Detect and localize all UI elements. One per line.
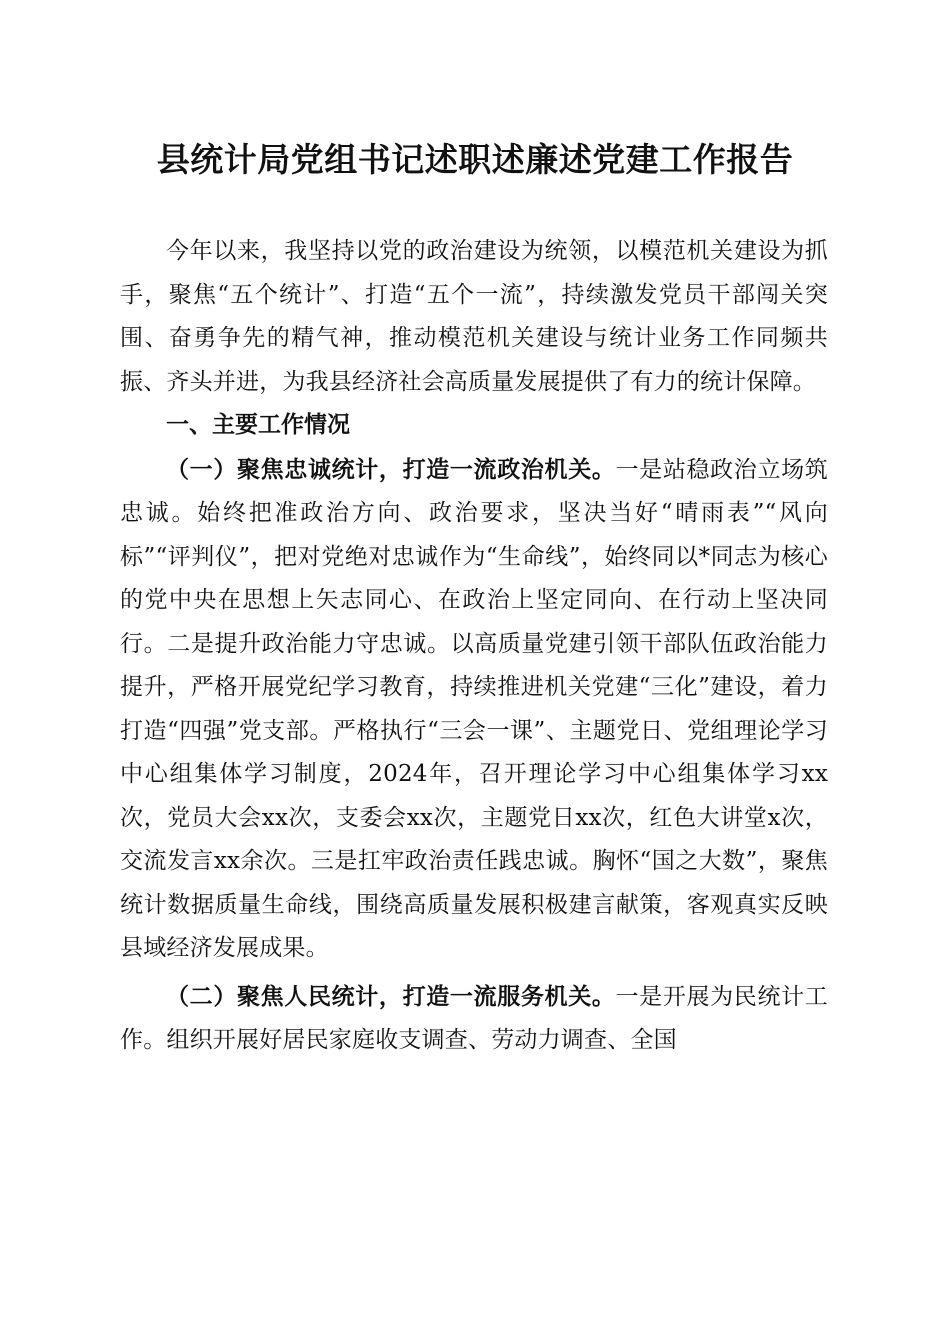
section-heading-main-work: 一、主要工作情况 <box>166 412 350 438</box>
document-body <box>120 230 828 1063</box>
document-title: 县统计局党组书记述职述廉述党建工作报告 <box>156 140 794 179</box>
item1-title: （一）聚焦忠诚统计，打造一流政治机关。 <box>166 455 616 483</box>
intro-paragraph: 今年以来，我坚持以党的政治建设为统领，以模范机关建设为抓手，聚焦“五个统计”、打造“五个一流”，持续激发党员干部闯关突围、奋勇争先的精气神，推动模范机关建设与统计业务工作同频共振、齐头并进，为我县经济社会高质量发展提供了有力的统计保障。 <box>120 238 828 395</box>
item1-body: 一是站稳政治立场筑忠诚。始终把准政治方向、政治要求，坚决当好“晴雨表”“风向标”“评判仪”，把对党绝对忠诚作为“生命线”，始终同以*同志为核心的党中央在思想上矢志同心、在政治上坚定同向、在行动上坚决同行。二是提升政治能力守忠诚。以高质量党建引领干部队伍政治能力提升，严格开展党纪学习教育，持续推进机关党建“三化”建设，着力打造“四强”党支部。严格执行“三会一课”、主题党日、党组理论学习中心组集体学习制度，2024年，召开理论学习中心组集体学习xx次，党员大会xx次，支委会xx次，主题党日xx次，红色大讲堂x次，交流发言xx余次。三是扛牢政治责任践忠诚。胸怀“国之大数”，聚焦统计数据质量生命线，围绕高质量发展积极建言献策，客观真实反映县域经济发展成果。 <box>120 456 828 961</box>
item2-title: （二）聚焦人民统计，打造一流服务机关。 <box>166 982 616 1010</box>
item1-paragraph <box>120 448 828 971</box>
item2-paragraph <box>120 975 828 1063</box>
item2-body: 一是开展为民统计工作。组织开展好居民家庭收支调查、劳动力调查、全国 <box>120 983 828 1053</box>
